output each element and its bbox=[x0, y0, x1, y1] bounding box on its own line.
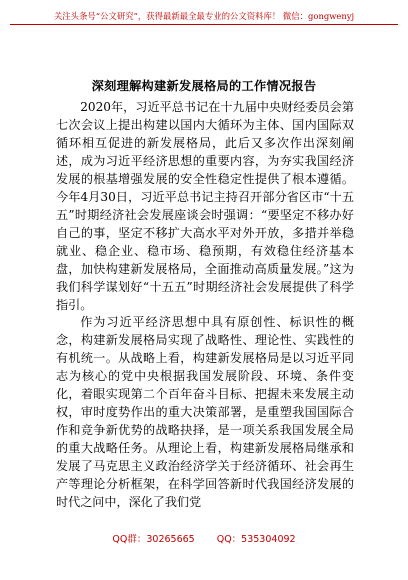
header-divider bbox=[10, 24, 398, 25]
footer-qq-group: QQ群：30265665 bbox=[112, 534, 195, 545]
document-title: 深刻理解构建新发展格局的工作情况报告 bbox=[91, 79, 317, 93]
body-paragraph-2: 作为习近平经济思想中具有原创性、标识性的概念，构建新发展格局实现了战略性、理论性、实践性的有机统一。从战略上看，构建新发展格局是以习近平同志为核心的党中央根据我国发展阶段、环境、条件变化，着眼实现第二个百年奋斗目标、把握未来发展主动权，审时度势作出的重大决策部署，是重塑我国国际合作和竞争新优势的战略抉择，是一项关系我国发展全局的重大战略任务。从理论上看，构建新发展格局继承和发展了马克思主义政治经济学关于经济循环、社会再生产等理论分析框架，在科学回答新时代我国经济发展的时代之问中，深化了我们党 bbox=[56, 315, 354, 509]
body-paragraph-1: 2020年，习近平总书记在十九届中央财经委员会第七次会议上提出构建以国内大循环为主体、国内国际双循环相互促进的新发展格局，此后又多次作出深刻阐述，成为习近平经济思想的重要内容，为夯实我国经济发展的根基增强发展的安全性稳定性提供了根本遵循。今年4月30日，习近平总书记主持召开部分省区市“十五五”时期经济社会发展座谈会时强调：“要坚定不移办好自己的事，坚定不移扩大高水平对外开放，多措并举稳就业、稳企业、稳市场、稳预期，有效稳住经济基本盘，加快构建新发展格局，全面推动高质量发展。”这为我们科学谋划好“十五五”时期经济社会发展提供了科学指引。 bbox=[56, 100, 354, 312]
footer-qq-number: QQ：535304092 bbox=[216, 534, 296, 545]
footer-contact bbox=[0, 534, 408, 546]
header-notice: 关注头条号“公文研究”，获得最新最全最专业的公文资料库！ 微信：gongwenyj bbox=[53, 11, 355, 21]
